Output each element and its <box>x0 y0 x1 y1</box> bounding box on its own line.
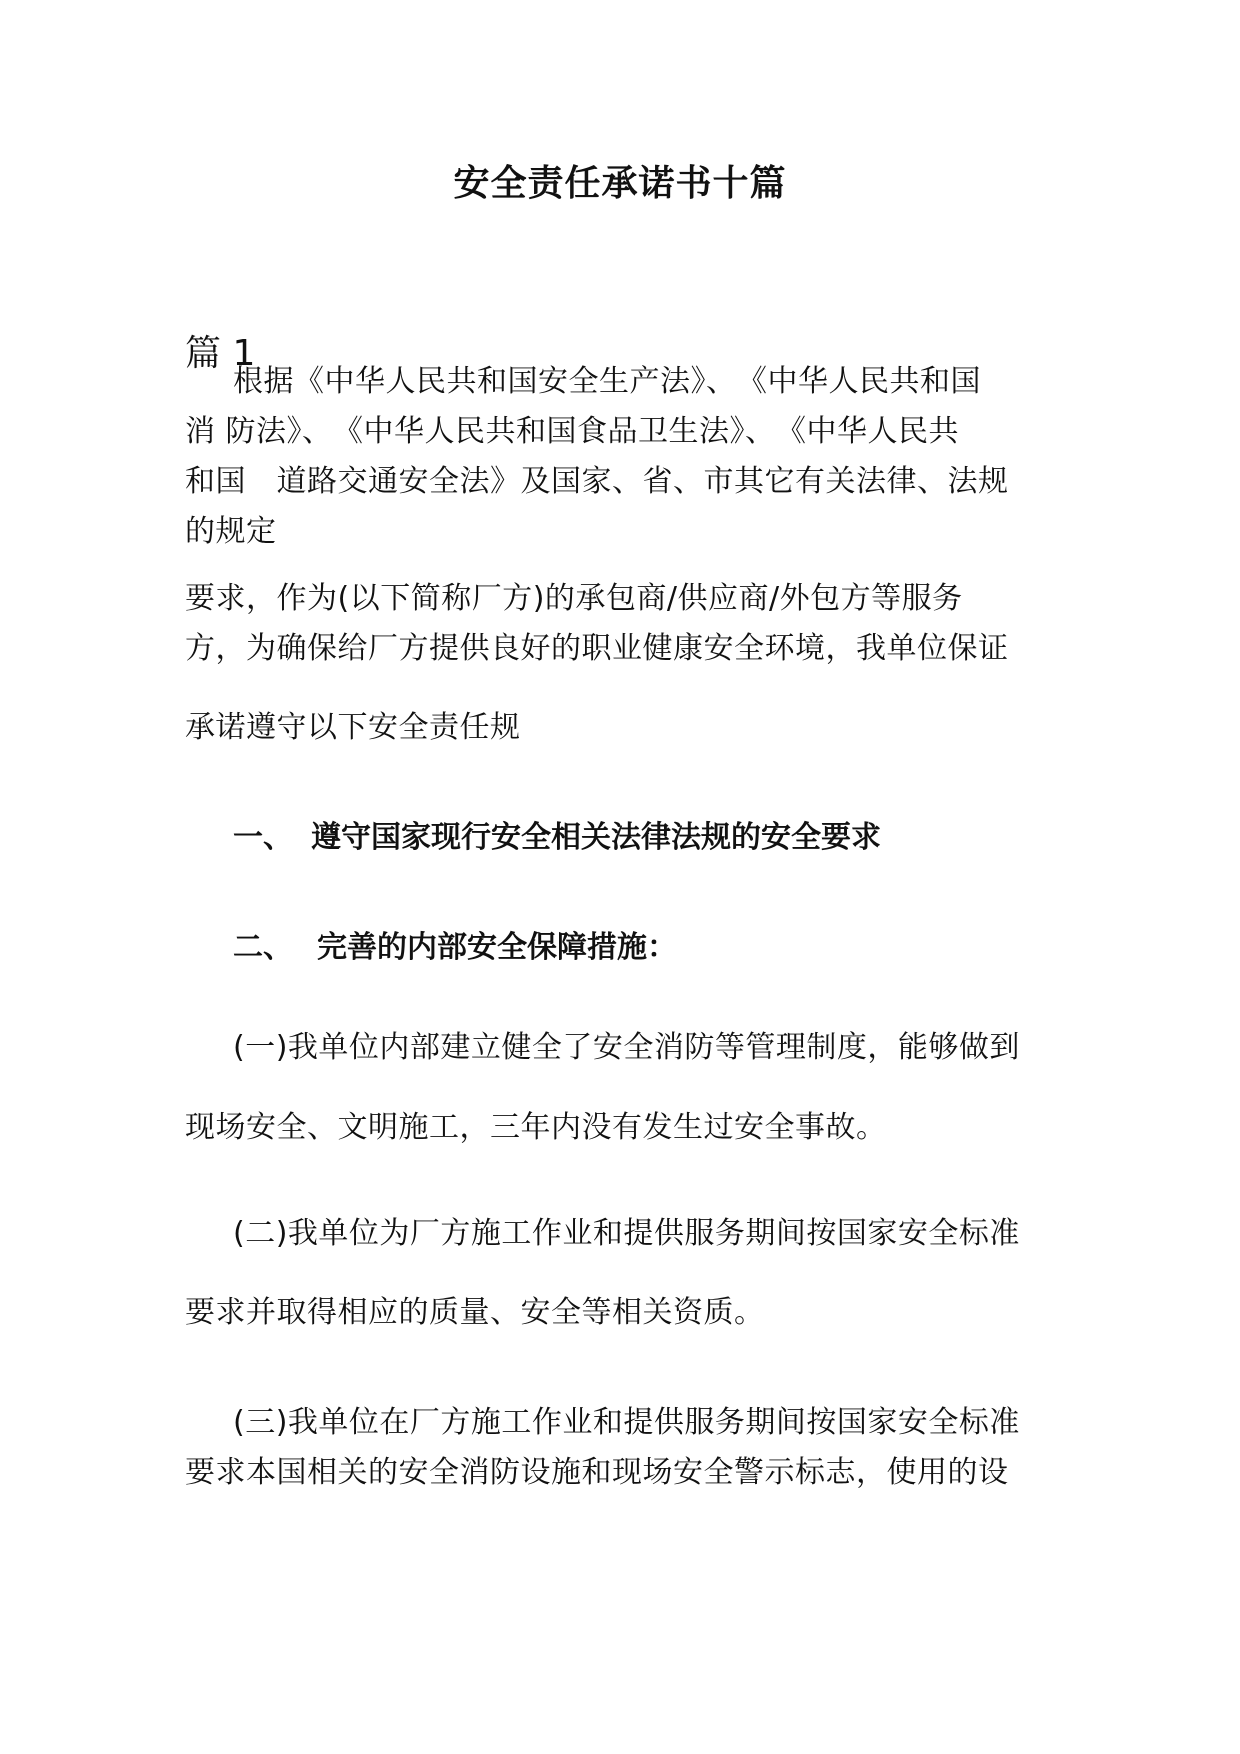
paragraph-line: 要求，作为(以下简称厂方)的承包商/供应商/外包方等服务 <box>185 581 963 616</box>
paragraph-line: (一)我单位内部建立健全了安全消防等管理制度，能够做到 <box>233 1030 1020 1065</box>
section-number: 一、 <box>233 820 293 855</box>
document-title: 安全责任承诺书十篇 <box>453 163 787 204</box>
paragraph-line: 现场安全、文明施工，三年内没有发生过安全事故。 <box>185 1110 887 1145</box>
paragraph-line: 要求并取得相应的质量、安全等相关资质。 <box>185 1295 765 1330</box>
section-title: 遵守国家现行安全相关法律法规的安全要求 <box>311 820 881 855</box>
paragraph-line: 要求本国相关的安全消防设施和现场安全警示标志，使用的设 <box>185 1455 1009 1490</box>
paragraph-line: (三)我单位在厂方施工作业和提供服务期间按国家安全标准 <box>233 1405 1020 1440</box>
paragraph-line: 方，为确保给厂方提供良好的职业健康安全环境，我单位保证 <box>185 631 1009 666</box>
section-title: 完善的内部安全保障措施： <box>317 930 677 965</box>
section-heading <box>233 928 677 968</box>
paragraph-line: 和国 道路交通安全法》及国家、省、市其它有关法律、法规 <box>185 464 1009 499</box>
paragraph-line: 承诺遵守以下安全责任规 <box>185 710 521 745</box>
paragraph-line: (二)我单位为厂方施工作业和提供服务期间按国家安全标准 <box>233 1216 1020 1251</box>
section-number: 二、 <box>233 930 293 965</box>
paragraph-line: 消 防法》、 《中华人民共和国食品卫生法》、 《中华人民共 <box>185 414 960 449</box>
paragraph-line: 根据《中华人民共和国安全生产法》、 《中华人民共和国 <box>233 364 981 399</box>
section-heading <box>233 818 881 858</box>
paragraph-line: 的规定 <box>185 514 277 549</box>
chapter-heading: 篇 1 <box>185 333 256 374</box>
